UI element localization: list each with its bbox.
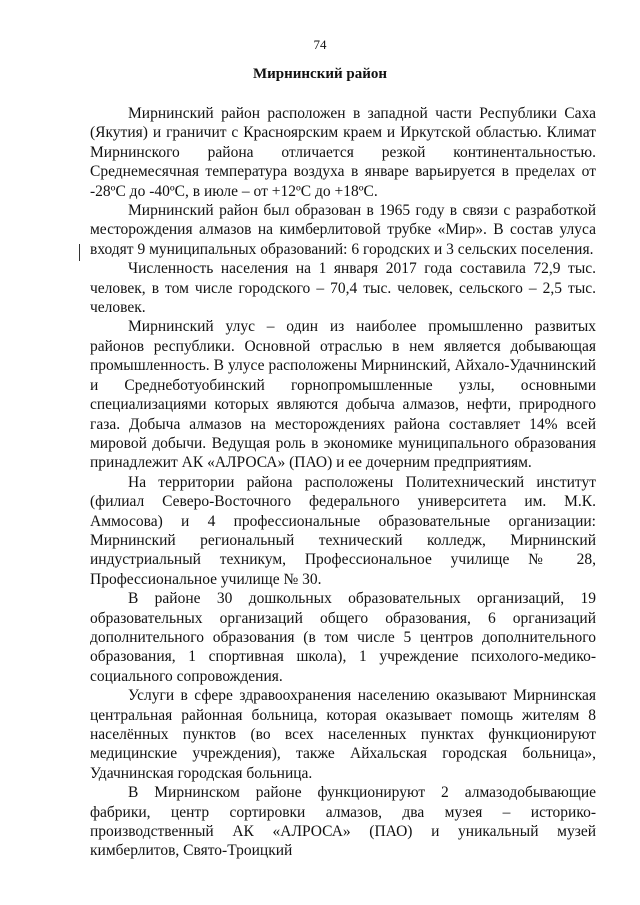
paragraph-climate: Мирнинский район расположен в западной части Республики Саха (Якутия) и граничит с Красноярским краем и Иркутской областью. Климат Мирнинского района отличается резкой континентальностью. Среднемесячная температура воздуха в январе варьируется в пределах от -28ºС до -40ºС, в июле – от +12ºС до +18ºС. (90, 105, 596, 200)
paragraph-population: Численность населения на 1 января 2017 года составила 72,9 тыс. человек, в том числе городского – 70,4 тыс. человек, сельского – 2,5 тыс. человек. (90, 260, 596, 317)
document-body (90, 104, 596, 861)
paragraph-history: Мирнинский район был образован в 1965 году в связи с разработкой месторождения алмазов на кимберлитовой трубке «Мир». В состав улуса входят 9 муниципальных образований: 6 городских и 3 сельских поселения. (90, 202, 596, 258)
page-number: 74 (313, 37, 327, 52)
paragraph-healthcare: Услуги в сфере здравоохранения населению оказывают Мирнинская центральная районная больница, которая оказывает помощь жителям 8 населённых пунктов (во всех населенных пунктах функционируют медицинские учреждения), также Айхальская городская больница», Удачнинская городская больница. (90, 687, 596, 782)
revision-margin-bar (79, 244, 80, 261)
paragraph-industry: Мирнинский улус – один из наиболее промышленно развитых районов республики. Основной отраслью в нем является добывающая промышленность. В улусе расположены Мирнинский, Айхало-Удачнинский и Среднеботуобинский горнопромышленные узлы, основными специализациями которых являются добыча алмазов, нефти, природного газа. Добыча алмазов на месторождениях района составляет 14% всей мировой добычи. Ведущая роль в экономике муниципального образования принадлежит АК «АЛРОСА» (ПАО) и ее дочерним предприятиям. (90, 318, 596, 472)
page-title: Мирнинский район (252, 66, 388, 82)
paragraph-higher-education: На территории района расположены Политехнический институт (филиал Северо-Восточного федерального университета им. М.К. Аммосова) и 4 профессиональные образовательные организации: Мирнинский региональный технический колледж, Мирнинский индустриальный техникум, Профессиональное училище № 28, Профессиональное училище № 30. (90, 473, 596, 588)
paragraph-culture: В Мирнинском районе функционируют 2 алмазодобывающие фабрики, центр сортировки алмазов, два музея – историко-производственный АК «АЛРОСА» (ПАО) и уникальный музей кимберлитов, Свято-Троицкий (90, 784, 596, 860)
paragraph-schools: В районе 30 дошкольных образовательных организаций, 19 образовательных организаций общего образования, 6 организаций дополнительного образования (в том числе 5 центров дополнительного образования, 1 спортивная школа), 1 учреждение психолого-медико-социального сопровождения. (90, 590, 596, 685)
